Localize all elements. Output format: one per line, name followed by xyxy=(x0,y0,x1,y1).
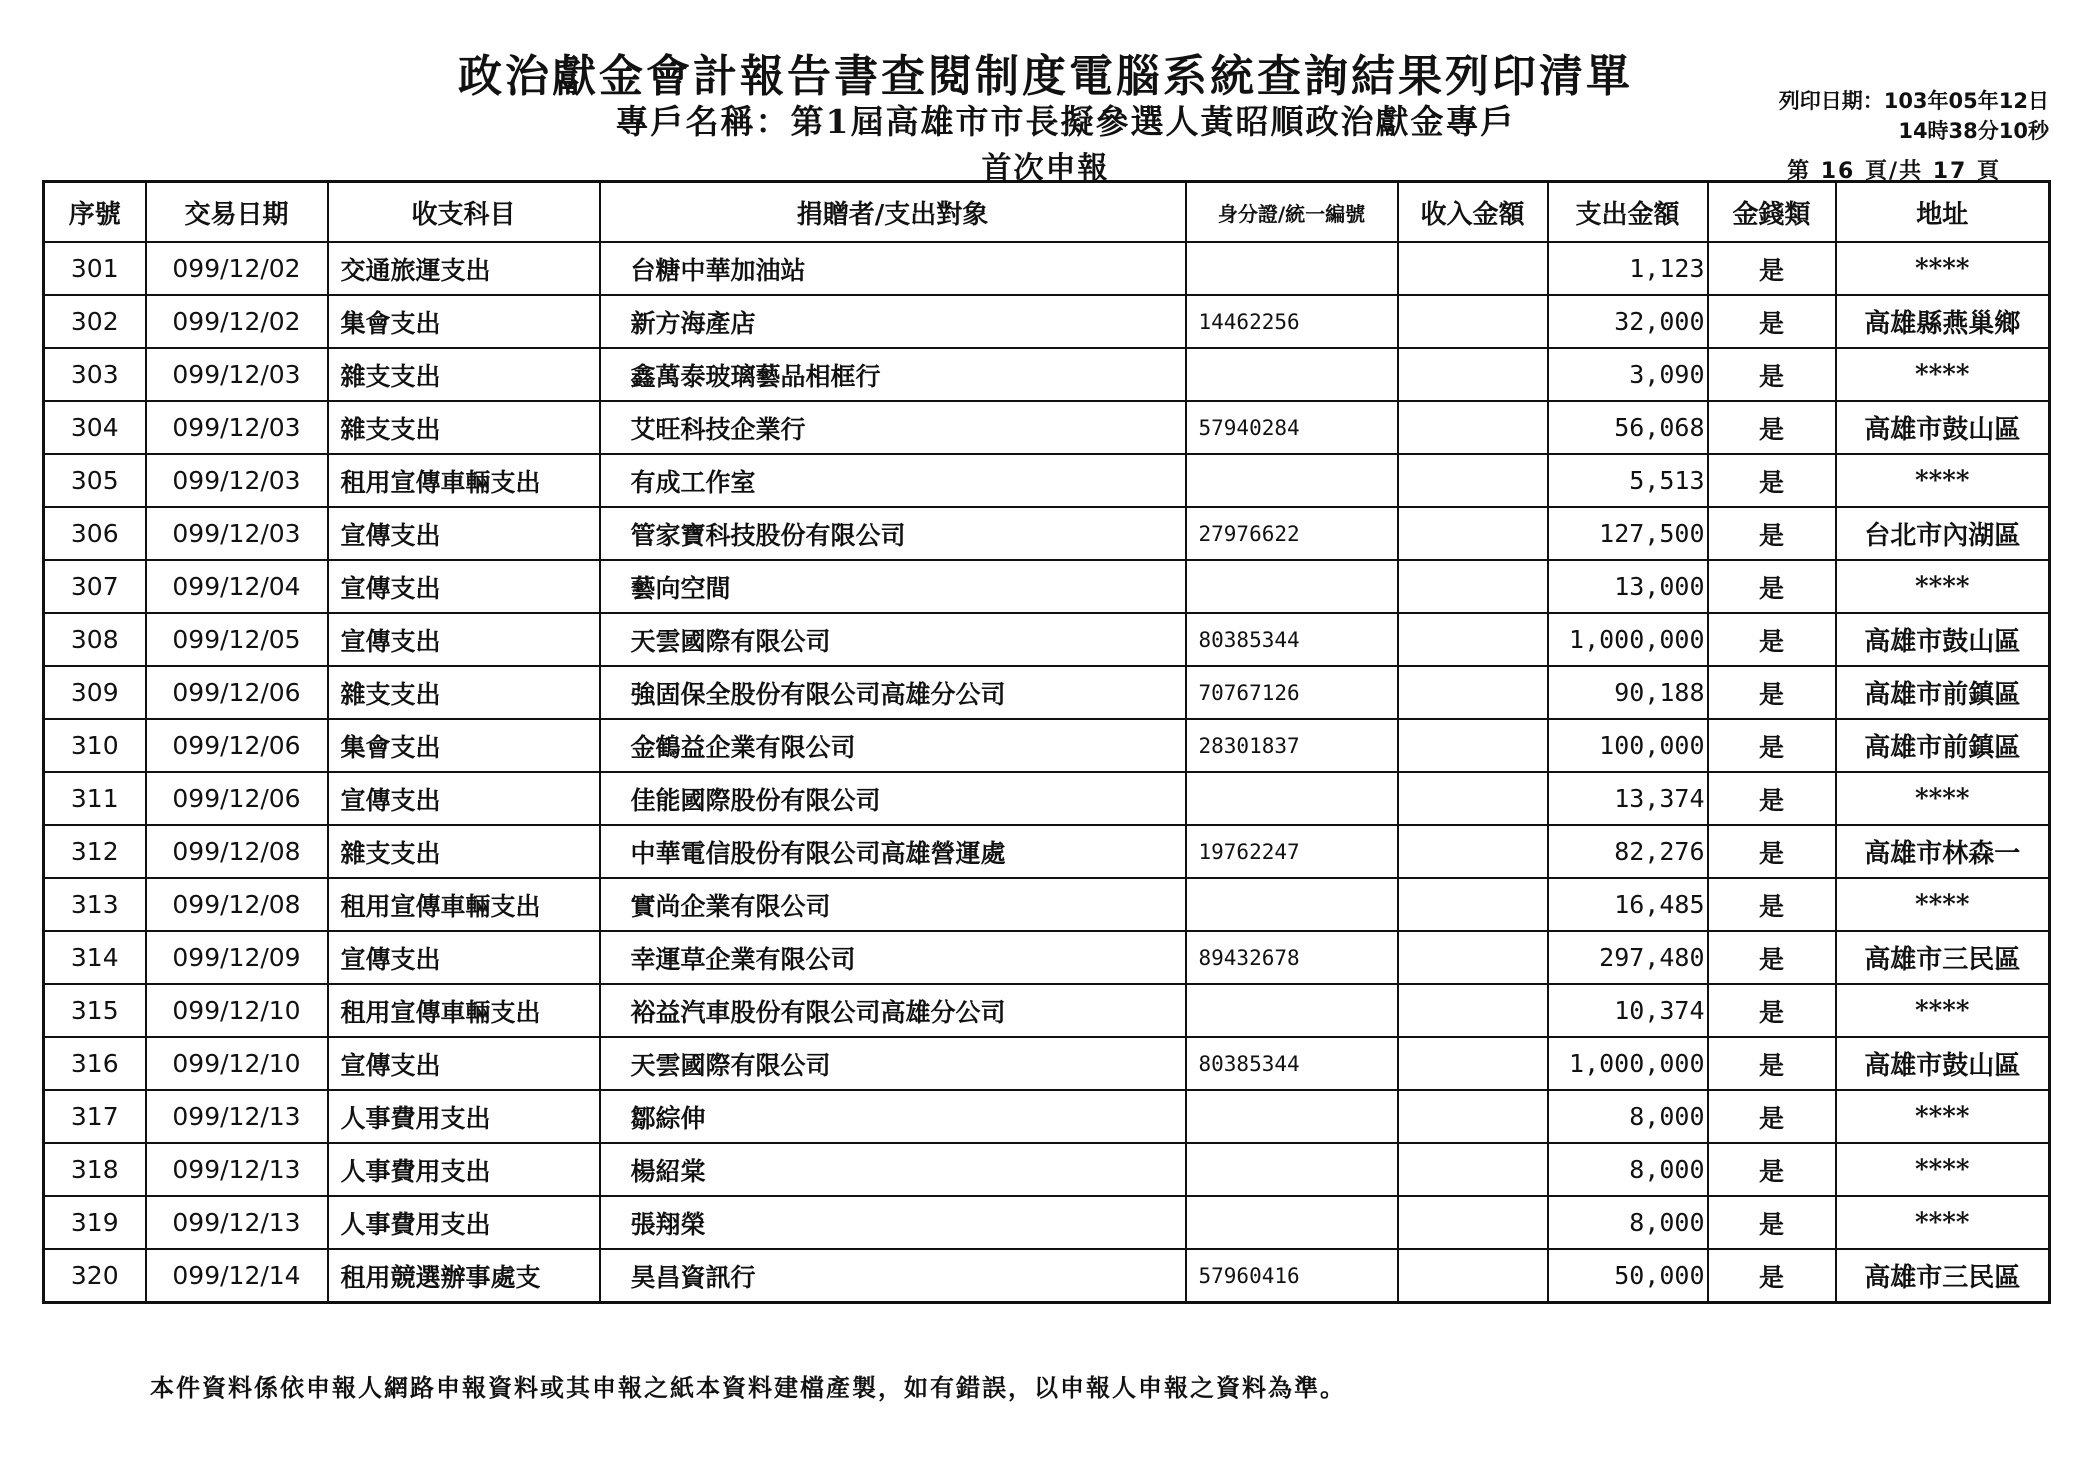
row-date: 099/12/13 xyxy=(146,1143,328,1196)
row-no: 304 xyxy=(44,401,146,454)
row-date: 099/12/06 xyxy=(146,772,328,825)
row-no: 318 xyxy=(44,1143,146,1196)
row-income xyxy=(1398,984,1548,1037)
row-address: 高雄市前鎮區 xyxy=(1836,666,2050,719)
col-header-address: 地址 xyxy=(1836,182,2050,243)
row-address: **** xyxy=(1836,1090,2050,1143)
row-expense: 8,000 xyxy=(1548,1196,1708,1249)
row-no: 311 xyxy=(44,772,146,825)
row-expense: 5,513 xyxy=(1548,454,1708,507)
row-id xyxy=(1186,242,1398,295)
row-expense: 100,000 xyxy=(1548,719,1708,772)
row-party: 金鶴益企業有限公司 xyxy=(600,719,1186,772)
table-row xyxy=(44,348,2050,401)
document-title: 政治獻金會計報告書查閱制度電腦系統查詢結果列印清單 xyxy=(458,51,1633,102)
row-id: 57960416 xyxy=(1186,1249,1398,1303)
row-id: 70767126 xyxy=(1186,666,1398,719)
print-date: 列印日期：103年05年12日 xyxy=(1778,89,2049,113)
row-party: 新方海產店 xyxy=(600,295,1186,348)
row-income xyxy=(1398,507,1548,560)
row-id: 57940284 xyxy=(1186,401,1398,454)
row-income xyxy=(1398,666,1548,719)
row-cash: 是 xyxy=(1708,1196,1836,1249)
print-time: 14時38分10秒 xyxy=(1898,119,2049,143)
table-row xyxy=(44,1037,2050,1090)
table-row xyxy=(44,825,2050,878)
account-name: 專戶名稱：第1屆高雄市市長擬參選人黃昭順政治獻金專戶 xyxy=(615,102,1516,141)
row-cash: 是 xyxy=(1708,295,1836,348)
row-category: 宣傳支出 xyxy=(328,560,600,613)
row-income xyxy=(1398,401,1548,454)
row-date: 099/12/03 xyxy=(146,454,328,507)
row-party: 楊紹棠 xyxy=(600,1143,1186,1196)
row-income xyxy=(1398,825,1548,878)
row-no: 312 xyxy=(44,825,146,878)
row-no: 313 xyxy=(44,878,146,931)
row-date: 099/12/05 xyxy=(146,613,328,666)
row-category: 雜支支出 xyxy=(328,401,600,454)
row-cash: 是 xyxy=(1708,719,1836,772)
table-row xyxy=(44,242,2050,295)
row-income xyxy=(1398,560,1548,613)
row-date: 099/12/09 xyxy=(146,931,328,984)
row-no: 310 xyxy=(44,719,146,772)
row-address: **** xyxy=(1836,560,2050,613)
row-address: 高雄市鼓山區 xyxy=(1836,613,2050,666)
row-address: **** xyxy=(1836,242,2050,295)
col-header-date: 交易日期 xyxy=(146,182,328,243)
row-income xyxy=(1398,931,1548,984)
row-id: 89432678 xyxy=(1186,931,1398,984)
row-expense: 8,000 xyxy=(1548,1143,1708,1196)
row-id: 28301837 xyxy=(1186,719,1398,772)
row-address: 高雄市鼓山區 xyxy=(1836,401,2050,454)
row-category: 租用宣傳車輛支出 xyxy=(328,454,600,507)
row-income xyxy=(1398,242,1548,295)
row-cash: 是 xyxy=(1708,242,1836,295)
row-category: 集會支出 xyxy=(328,719,600,772)
row-income xyxy=(1398,1143,1548,1196)
row-no: 305 xyxy=(44,454,146,507)
row-expense: 10,374 xyxy=(1548,984,1708,1037)
table-row xyxy=(44,719,2050,772)
row-expense: 56,068 xyxy=(1548,401,1708,454)
table-row xyxy=(44,772,2050,825)
row-address: **** xyxy=(1836,348,2050,401)
row-expense: 127,500 xyxy=(1548,507,1708,560)
row-party: 鑫萬泰玻璃藝品相框行 xyxy=(600,348,1186,401)
row-category: 宣傳支出 xyxy=(328,1037,600,1090)
footer-note: 本件資料係依申報人網路申報資料或其申報之紙本資料建檔產製，如有錯誤，以申報人申報之資料為準。 xyxy=(150,1373,1346,1402)
table-row xyxy=(44,1249,2050,1303)
row-no: 307 xyxy=(44,560,146,613)
row-address: 高雄市三民區 xyxy=(1836,931,2050,984)
row-category: 租用宣傳車輛支出 xyxy=(328,984,600,1037)
row-income xyxy=(1398,613,1548,666)
row-income xyxy=(1398,1037,1548,1090)
row-party: 中華電信股份有限公司高雄營運處 xyxy=(600,825,1186,878)
row-income xyxy=(1398,348,1548,401)
row-expense: 50,000 xyxy=(1548,1249,1708,1303)
row-no: 309 xyxy=(44,666,146,719)
table-row xyxy=(44,401,2050,454)
row-income xyxy=(1398,772,1548,825)
row-party: 艾旺科技企業行 xyxy=(600,401,1186,454)
table-row xyxy=(44,1143,2050,1196)
row-cash: 是 xyxy=(1708,772,1836,825)
row-income xyxy=(1398,719,1548,772)
row-date: 099/12/13 xyxy=(146,1196,328,1249)
row-date: 099/12/04 xyxy=(146,560,328,613)
row-id: 27976622 xyxy=(1186,507,1398,560)
row-expense: 1,000,000 xyxy=(1548,613,1708,666)
table-row xyxy=(44,878,2050,931)
row-date: 099/12/08 xyxy=(146,825,328,878)
row-date: 099/12/02 xyxy=(146,242,328,295)
row-party: 實尚企業有限公司 xyxy=(600,878,1186,931)
col-header-party: 捐贈者/支出對象 xyxy=(600,182,1186,243)
row-cash: 是 xyxy=(1708,984,1836,1037)
table-row xyxy=(44,507,2050,560)
row-date: 099/12/03 xyxy=(146,507,328,560)
row-category: 雜支支出 xyxy=(328,825,600,878)
table-row xyxy=(44,454,2050,507)
row-no: 320 xyxy=(44,1249,146,1303)
row-expense: 32,000 xyxy=(1548,295,1708,348)
col-header-no: 序號 xyxy=(44,182,146,243)
row-cash: 是 xyxy=(1708,401,1836,454)
row-category: 交通旅運支出 xyxy=(328,242,600,295)
row-expense: 13,000 xyxy=(1548,560,1708,613)
row-party: 裕益汽車股份有限公司高雄分公司 xyxy=(600,984,1186,1037)
row-address: 高雄市前鎮區 xyxy=(1836,719,2050,772)
row-category: 雜支支出 xyxy=(328,348,600,401)
row-no: 314 xyxy=(44,931,146,984)
row-party: 佳能國際股份有限公司 xyxy=(600,772,1186,825)
row-id xyxy=(1186,772,1398,825)
row-date: 099/12/14 xyxy=(146,1249,328,1303)
row-income xyxy=(1398,1196,1548,1249)
table-row xyxy=(44,295,2050,348)
col-header-id: 身分證/統一編號 xyxy=(1186,182,1398,243)
row-id: 80385344 xyxy=(1186,613,1398,666)
row-party: 天雲國際有限公司 xyxy=(600,613,1186,666)
row-id xyxy=(1186,1196,1398,1249)
col-header-category: 收支科目 xyxy=(328,182,600,243)
row-income xyxy=(1398,454,1548,507)
row-expense: 297,480 xyxy=(1548,931,1708,984)
row-expense: 82,276 xyxy=(1548,825,1708,878)
table-row xyxy=(44,666,2050,719)
row-id xyxy=(1186,560,1398,613)
row-category: 租用宣傳車輛支出 xyxy=(328,878,600,931)
col-header-expense: 支出金額 xyxy=(1548,182,1708,243)
row-id xyxy=(1186,1143,1398,1196)
row-category: 人事費用支出 xyxy=(328,1196,600,1249)
row-party: 強固保全股份有限公司高雄分公司 xyxy=(600,666,1186,719)
row-date: 099/12/06 xyxy=(146,719,328,772)
row-id: 19762247 xyxy=(1186,825,1398,878)
table-row xyxy=(44,560,2050,613)
col-header-cash: 金錢類 xyxy=(1708,182,1836,243)
print-info xyxy=(1779,86,2049,146)
row-address: 高雄市鼓山區 xyxy=(1836,1037,2050,1090)
row-cash: 是 xyxy=(1708,825,1836,878)
row-no: 315 xyxy=(44,984,146,1037)
row-cash: 是 xyxy=(1708,454,1836,507)
row-id xyxy=(1186,984,1398,1037)
row-address: **** xyxy=(1836,984,2050,1037)
row-date: 099/12/03 xyxy=(146,348,328,401)
row-party: 幸運草企業有限公司 xyxy=(600,931,1186,984)
row-party: 天雲國際有限公司 xyxy=(600,1037,1186,1090)
row-id: 14462256 xyxy=(1186,295,1398,348)
row-category: 租用競選辦事處支 xyxy=(328,1249,600,1303)
row-category: 宣傳支出 xyxy=(328,931,600,984)
col-header-income: 收入金額 xyxy=(1398,182,1548,243)
row-date: 099/12/13 xyxy=(146,1090,328,1143)
row-expense: 1,000,000 xyxy=(1548,1037,1708,1090)
row-expense: 8,000 xyxy=(1548,1090,1708,1143)
row-id xyxy=(1186,878,1398,931)
row-income xyxy=(1398,1090,1548,1143)
row-cash: 是 xyxy=(1708,1037,1836,1090)
row-category: 宣傳支出 xyxy=(328,507,600,560)
row-no: 301 xyxy=(44,242,146,295)
row-cash: 是 xyxy=(1708,507,1836,560)
row-no: 302 xyxy=(44,295,146,348)
row-address: **** xyxy=(1836,772,2050,825)
row-address: 高雄市三民區 xyxy=(1836,1249,2050,1303)
table-row xyxy=(44,613,2050,666)
row-no: 319 xyxy=(44,1196,146,1249)
row-cash: 是 xyxy=(1708,878,1836,931)
row-party: 張翔榮 xyxy=(600,1196,1186,1249)
row-address: **** xyxy=(1836,454,2050,507)
page-indicator: 第 16 頁/共 17 頁 xyxy=(1787,159,2001,184)
row-category: 宣傳支出 xyxy=(328,613,600,666)
row-income xyxy=(1398,878,1548,931)
row-party: 鄒綜伸 xyxy=(600,1090,1186,1143)
row-category: 集會支出 xyxy=(328,295,600,348)
row-no: 308 xyxy=(44,613,146,666)
row-id xyxy=(1186,348,1398,401)
row-expense: 16,485 xyxy=(1548,878,1708,931)
row-no: 306 xyxy=(44,507,146,560)
row-id xyxy=(1186,1090,1398,1143)
row-expense: 90,188 xyxy=(1548,666,1708,719)
row-id: 80385344 xyxy=(1186,1037,1398,1090)
transaction-table xyxy=(42,180,2051,1304)
row-address: 台北市內湖區 xyxy=(1836,507,2050,560)
row-expense: 1,123 xyxy=(1548,242,1708,295)
row-cash: 是 xyxy=(1708,613,1836,666)
row-party: 有成工作室 xyxy=(600,454,1186,507)
row-address: **** xyxy=(1836,878,2050,931)
row-party: 管家寶科技股份有限公司 xyxy=(600,507,1186,560)
row-cash: 是 xyxy=(1708,1143,1836,1196)
row-income xyxy=(1398,295,1548,348)
row-category: 人事費用支出 xyxy=(328,1090,600,1143)
row-income xyxy=(1398,1249,1548,1303)
row-cash: 是 xyxy=(1708,1090,1836,1143)
row-address: **** xyxy=(1836,1143,2050,1196)
report-type: 首次申報 xyxy=(981,151,1110,186)
row-date: 099/12/06 xyxy=(146,666,328,719)
row-address: 高雄市林森一 xyxy=(1836,825,2050,878)
table-header-row xyxy=(44,182,2050,243)
row-cash: 是 xyxy=(1708,348,1836,401)
row-party: 台糖中華加油站 xyxy=(600,242,1186,295)
row-date: 099/12/10 xyxy=(146,984,328,1037)
row-no: 316 xyxy=(44,1037,146,1090)
row-category: 宣傳支出 xyxy=(328,772,600,825)
row-no: 317 xyxy=(44,1090,146,1143)
table-row xyxy=(44,1090,2050,1143)
table-row xyxy=(44,1196,2050,1249)
row-cash: 是 xyxy=(1708,666,1836,719)
row-date: 099/12/08 xyxy=(146,878,328,931)
row-address: **** xyxy=(1836,1196,2050,1249)
row-date: 099/12/02 xyxy=(146,295,328,348)
row-category: 雜支支出 xyxy=(328,666,600,719)
table-body xyxy=(44,242,2050,1303)
row-cash: 是 xyxy=(1708,560,1836,613)
row-expense: 13,374 xyxy=(1548,772,1708,825)
row-party: 藝向空間 xyxy=(600,560,1186,613)
row-cash: 是 xyxy=(1708,931,1836,984)
row-date: 099/12/10 xyxy=(146,1037,328,1090)
row-category: 人事費用支出 xyxy=(328,1143,600,1196)
table-row xyxy=(44,931,2050,984)
row-date: 099/12/03 xyxy=(146,401,328,454)
table-row xyxy=(44,984,2050,1037)
row-expense: 3,090 xyxy=(1548,348,1708,401)
row-id xyxy=(1186,454,1398,507)
row-cash: 是 xyxy=(1708,1249,1836,1303)
row-no: 303 xyxy=(44,348,146,401)
row-party: 昊昌資訊行 xyxy=(600,1249,1186,1303)
row-address: 高雄縣燕巢鄉 xyxy=(1836,295,2050,348)
